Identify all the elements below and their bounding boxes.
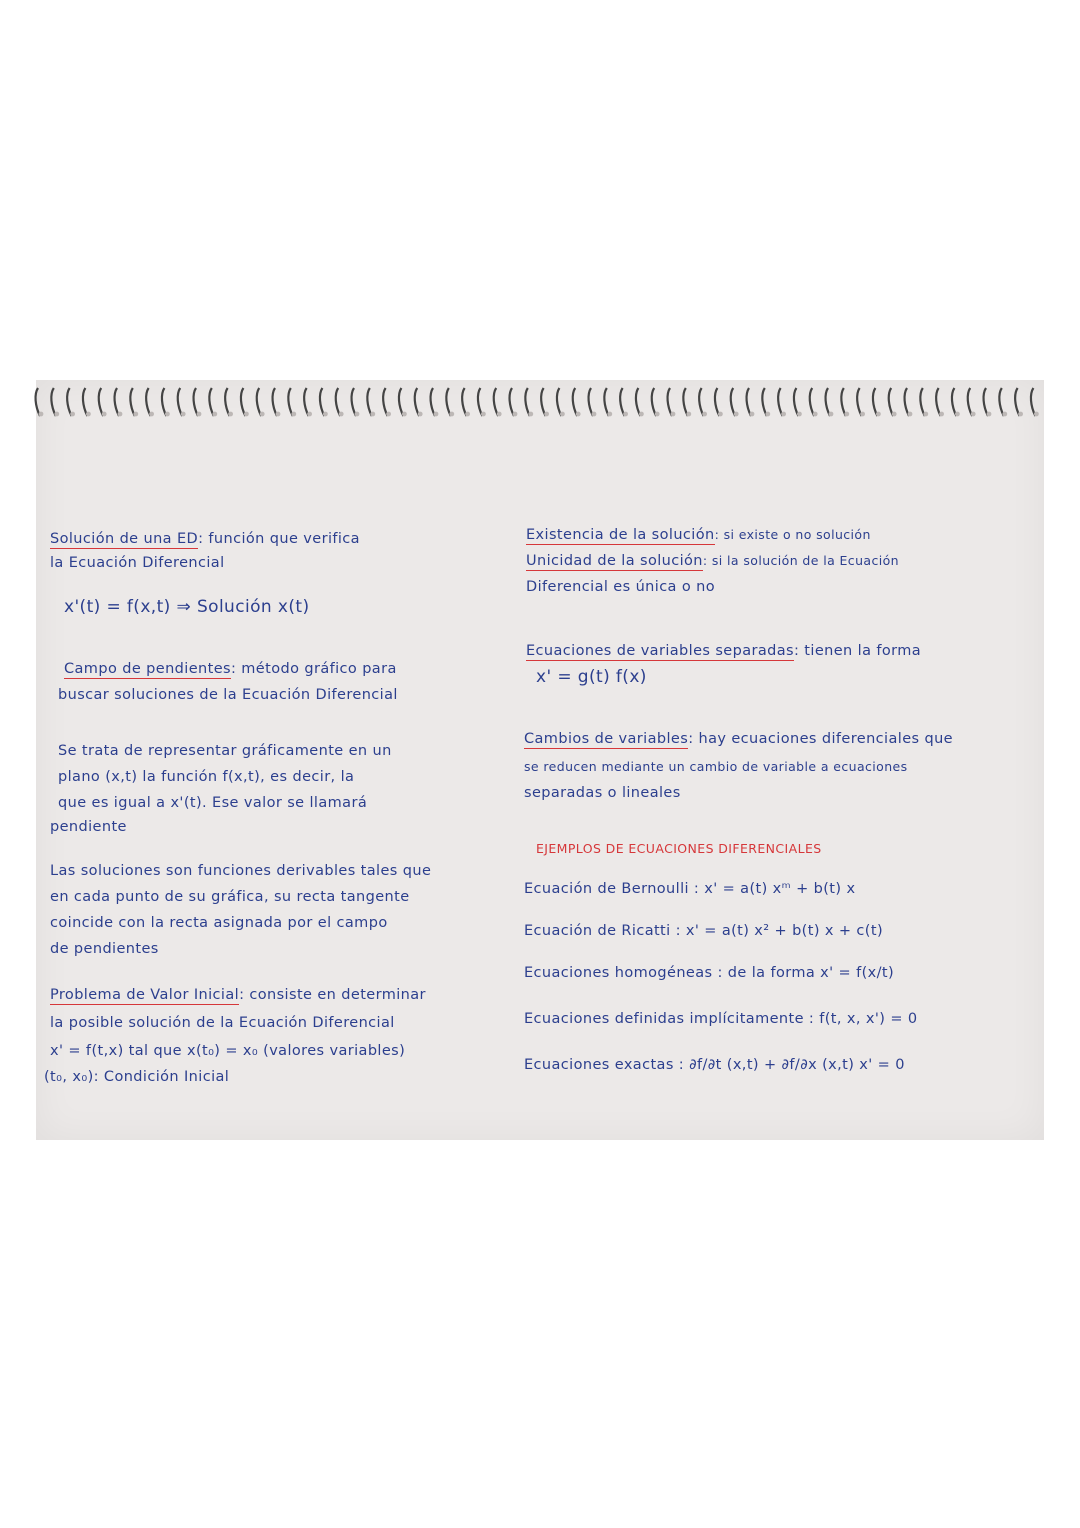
spiral-ring <box>304 388 312 416</box>
spiral-ring <box>257 388 265 416</box>
spiral-ring <box>510 388 518 416</box>
spiral-ring <box>699 388 707 416</box>
existencia-def: : si existe o no solución <box>714 527 871 542</box>
spiral-ring <box>620 388 628 416</box>
implicitas-line: Ecuaciones definidas implícitamente : f(t, x, x') = 0 <box>524 1011 918 1027</box>
cambios-line-1 <box>524 730 953 748</box>
riccati-line: Ecuación de Ricatti : x' = a(t) x² + b(t) x + c(t) <box>524 923 884 939</box>
spiral-ring <box>478 388 486 416</box>
spiral-ring <box>794 388 802 416</box>
spiral-ring <box>873 388 881 416</box>
pvi-line-4: (t₀, x₀): Condición Inicial <box>44 1069 230 1085</box>
spiral-ring <box>889 388 897 416</box>
spiral-ring <box>715 388 723 416</box>
spiral-ring <box>194 388 202 416</box>
spiral-ring <box>352 388 360 416</box>
spiral-ring <box>241 388 249 416</box>
spiral-ring <box>162 388 170 416</box>
bernoulli-line: Ecuación de Bernoulli : x' = a(t) xᵐ + b(t) x <box>524 881 856 897</box>
pvi-def-1: : consiste en determinar <box>239 987 426 1003</box>
spiral-ring <box>288 388 296 416</box>
spiral-ring <box>320 388 328 416</box>
spiral-ring <box>415 388 423 416</box>
spiral-ring <box>1015 388 1023 416</box>
spiral-ring <box>920 388 928 416</box>
spiral-ring <box>857 388 865 416</box>
separadas-def: : tienen la forma <box>794 643 922 659</box>
spiral-ring <box>431 388 439 416</box>
spiral-ring <box>968 388 976 416</box>
spiral-ring <box>557 388 565 416</box>
unicidad-def-1: : si la solución de la Ecuación <box>702 553 899 568</box>
solucion-formula: x'(t) = f(x,t) ⇒ Solución x(t) <box>64 597 310 617</box>
spiral-ring <box>178 388 186 416</box>
spiral-ring <box>762 388 770 416</box>
unicidad-line <box>526 552 899 570</box>
sols-line-3: coincide con la recta asignada por el campo <box>50 915 388 931</box>
spiral-ring <box>984 388 992 416</box>
spiral-ring <box>367 388 375 416</box>
spiral-ring <box>383 388 391 416</box>
sols-line-1: Las soluciones son funciones derivables tales que <box>50 863 432 879</box>
spiral-ring <box>525 388 533 416</box>
spiral-ring <box>67 388 75 416</box>
pvi-def-2: la posible solución de la Ecuación Diferencial <box>50 1015 395 1031</box>
solucion-term: Solución de una ED <box>50 531 199 547</box>
spiral-ring <box>747 388 755 416</box>
campo-def-1: : método gráfico para <box>230 661 397 677</box>
existencia-term: Existencia de la solución <box>526 527 715 543</box>
spiral-ring <box>652 388 660 416</box>
spiral-ring <box>51 388 59 416</box>
spiral-ring <box>841 388 849 416</box>
spiral-ring <box>905 388 913 416</box>
spiral-ring <box>573 388 581 416</box>
spiral-ring <box>826 388 834 416</box>
trata-line-1: Se trata de representar gráficamente en un <box>58 743 392 759</box>
spiral-ring <box>494 388 502 416</box>
spiral-ring <box>399 388 407 416</box>
spiral-ring <box>273 388 281 416</box>
sols-line-2: en cada punto de su gráfica, su recta tangente <box>50 889 410 905</box>
trata-line-3: que es igual a x'(t). Ese valor se llamará <box>58 795 368 811</box>
pvi-line-1 <box>50 986 426 1004</box>
spiral-ring <box>225 388 233 416</box>
spiral-ring <box>541 388 549 416</box>
solucion-def-1: : función que verifica <box>198 531 360 547</box>
cambios-def-2: se reducen mediante un cambio de variable a ecuaciones <box>524 759 908 774</box>
spiral-ring <box>999 388 1007 416</box>
campo-line-1 <box>64 660 397 678</box>
spiral-ring <box>115 388 123 416</box>
solucion-line-1 <box>50 530 360 548</box>
spiral-ring <box>36 388 44 416</box>
cambios-def-3: separadas o lineales <box>524 785 681 801</box>
spiral-ring <box>778 388 786 416</box>
spiral-ring <box>336 388 344 416</box>
spiral-ring <box>810 388 818 416</box>
spiral-ring <box>589 388 597 416</box>
cambios-term: Cambios de variables <box>524 731 689 747</box>
spiral-ring <box>83 388 91 416</box>
exactas-line: Ecuaciones exactas : ∂f/∂t (x,t) + ∂f/∂x (x,t) x' = 0 <box>524 1057 905 1073</box>
spiral-ring <box>952 388 960 416</box>
spiral-ring <box>446 388 454 416</box>
ejemplos-heading: EJEMPLOS DE ECUACIONES DIFERENCIALES <box>536 841 822 856</box>
separadas-line <box>526 642 921 660</box>
separadas-term: Ecuaciones de variables separadas <box>526 643 795 659</box>
campo-def-2: buscar soluciones de la Ecuación Diferencial <box>58 687 398 703</box>
cambios-def-1: : hay ecuaciones diferenciales que <box>688 731 953 747</box>
spiral-binding <box>30 384 1050 420</box>
pvi-line-3: x' = f(t,x) tal que x(t₀) = x₀ (valores variables) <box>50 1043 406 1059</box>
spiral-ring <box>731 388 739 416</box>
spiral-ring <box>668 388 676 416</box>
separadas-formula: x' = g(t) f(x) <box>536 667 647 687</box>
spiral-ring <box>209 388 217 416</box>
spiral-ring <box>462 388 470 416</box>
unicidad-term: Unicidad de la solución <box>526 553 703 569</box>
trata-line-4: pendiente <box>50 819 127 835</box>
pvi-term: Problema de Valor Inicial <box>50 987 240 1003</box>
existencia-line <box>526 526 871 544</box>
spiral-ring <box>1031 388 1039 416</box>
homogeneas-line: Ecuaciones homogéneas : de la forma x' = f(x/t) <box>524 965 895 981</box>
sols-line-4: de pendientes <box>50 941 159 957</box>
spiral-ring <box>936 388 944 416</box>
spiral-ring <box>130 388 138 416</box>
spiral-ring <box>683 388 691 416</box>
solucion-def-2: la Ecuación Diferencial <box>50 555 225 571</box>
spiral-ring <box>636 388 644 416</box>
spiral-ring <box>604 388 612 416</box>
trata-line-2: plano (x,t) la función f(x,t), es decir, la <box>58 769 355 785</box>
unicidad-def-2: Diferencial es única o no <box>526 579 715 595</box>
spiral-ring <box>146 388 154 416</box>
spiral-ring <box>99 388 107 416</box>
campo-term: Campo de pendientes <box>64 661 231 677</box>
